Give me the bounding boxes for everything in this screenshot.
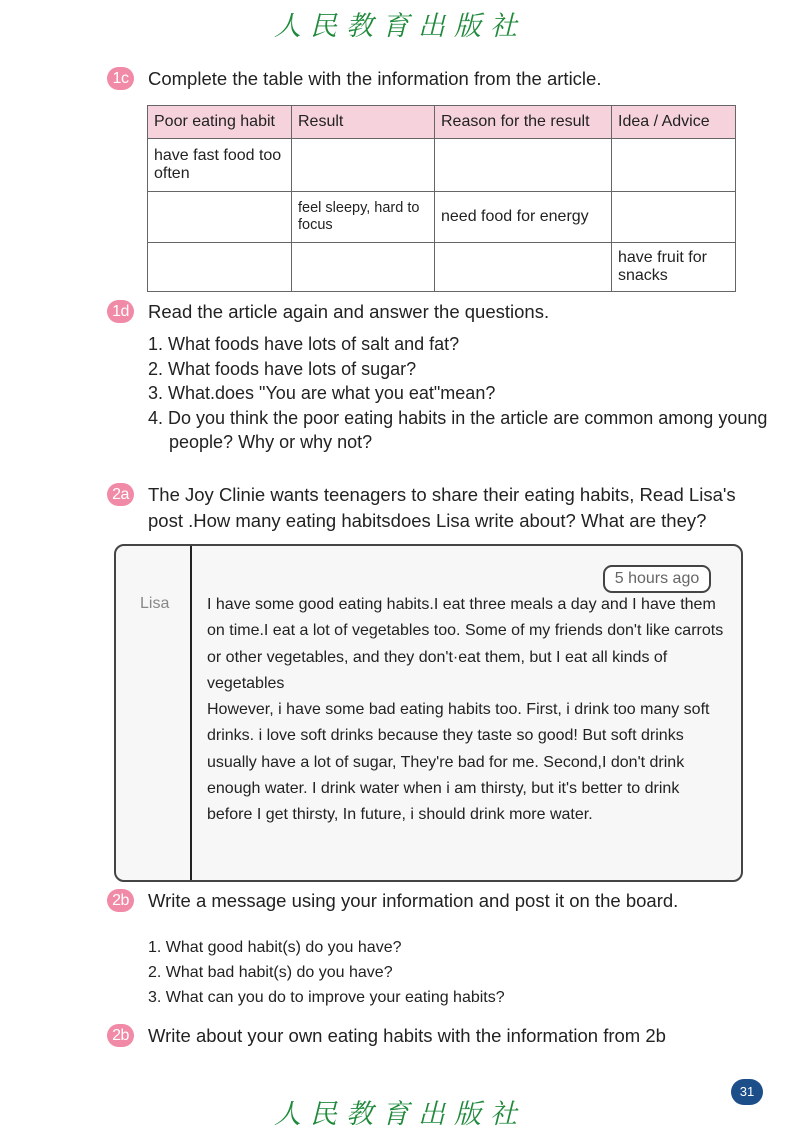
table-cell[interactable] bbox=[435, 139, 612, 192]
post-timestamp: 5 hours ago bbox=[603, 565, 711, 593]
sub-question-item: 2. What bad habit(s) do you have? bbox=[148, 964, 393, 981]
table-cell[interactable] bbox=[435, 243, 612, 292]
sub-question-item: 1. What good habit(s) do you have? bbox=[148, 939, 402, 956]
sub-question-list bbox=[148, 935, 505, 1010]
page-number-badge: 31 bbox=[731, 1079, 763, 1105]
publisher-logo-bottom: 人民教育出版社 bbox=[274, 1099, 526, 1130]
table-header: Poor eating habit bbox=[148, 106, 292, 139]
table-cell[interactable] bbox=[612, 192, 736, 243]
question-item: 3. What.does "You are what you eat"mean? bbox=[148, 383, 496, 403]
question-item: 2. What foods have lots of sugar? bbox=[148, 358, 417, 379]
table-cell: have fast food too often bbox=[148, 139, 292, 192]
instruction-2a-line2: post .How many eating habitsdoes Lisa write about? What are they? bbox=[148, 510, 707, 531]
table-row bbox=[148, 139, 736, 192]
table-row bbox=[148, 243, 736, 292]
section-badge-1d: 1d bbox=[107, 300, 134, 323]
info-table bbox=[147, 105, 736, 292]
table-header: Result bbox=[292, 106, 435, 139]
instruction-2b: Write a message using your information and post it on the board. bbox=[148, 890, 679, 911]
instruction-2a-line1: The Joy Clinie wants teenagers to share their eating habits, Read Lisa's bbox=[148, 484, 736, 505]
section-badge-2b-second: 2b bbox=[107, 1024, 134, 1047]
post-paragraph: I have some good eating habits.I eat three meals a day and I have them on time.I eat a lot of vegetables too. Some of my friends don't like carrots or other vegetables, and they don't·eat them, but I eat all kinds of vegetables bbox=[207, 596, 724, 692]
post-paragraph: However, i have some bad eating habits too. First, i drink too many soft drinks. i love soft drinks because they taste so good! But soft drinks usually have a lot of sugar, They're bad for me. Second,I don't drink enough water. I drink water when i am thirsty, but it's better to drink before I get thirsty, In future, i should drink more water. bbox=[207, 701, 710, 824]
post-author: Lisa bbox=[140, 595, 170, 612]
table-header: Idea / Advice bbox=[612, 106, 736, 139]
instruction-2b-second: Write about your own eating habits with the information from 2b bbox=[148, 1025, 666, 1046]
table-cell: need food for energy bbox=[435, 192, 612, 243]
question-list bbox=[148, 332, 769, 455]
section-badge-1c: 1c bbox=[107, 67, 134, 90]
table-cell: have fruit for snacks bbox=[612, 243, 736, 292]
sub-question-item: 3. What can you do to improve your eating habits? bbox=[148, 989, 505, 1006]
instruction-1c: Complete the table with the information from the article. bbox=[148, 68, 602, 89]
post-body bbox=[207, 592, 727, 829]
table-header: Reason for the result bbox=[435, 106, 612, 139]
section-badge-2b: 2b bbox=[107, 889, 134, 912]
section-badge-2a: 2a bbox=[107, 483, 134, 506]
publisher-logo-top: 人民教育出版社 bbox=[274, 11, 526, 42]
table-cell[interactable] bbox=[148, 192, 292, 243]
lisa-post-card bbox=[114, 544, 743, 882]
question-item: 1. What foods have lots of salt and fat? bbox=[148, 334, 460, 354]
post-divider bbox=[190, 546, 192, 880]
instruction-1d: Read the article again and answer the questions. bbox=[148, 301, 550, 322]
table-cell: feel sleepy, hard to focus bbox=[292, 192, 435, 243]
table-cell[interactable] bbox=[292, 139, 435, 192]
question-item: 4. Do you think the poor eating habits in the article are common among young people? Why or why not? bbox=[148, 407, 768, 452]
table-row bbox=[148, 192, 736, 243]
table-cell[interactable] bbox=[612, 139, 736, 192]
table-cell[interactable] bbox=[292, 243, 435, 292]
table-cell[interactable] bbox=[148, 243, 292, 292]
